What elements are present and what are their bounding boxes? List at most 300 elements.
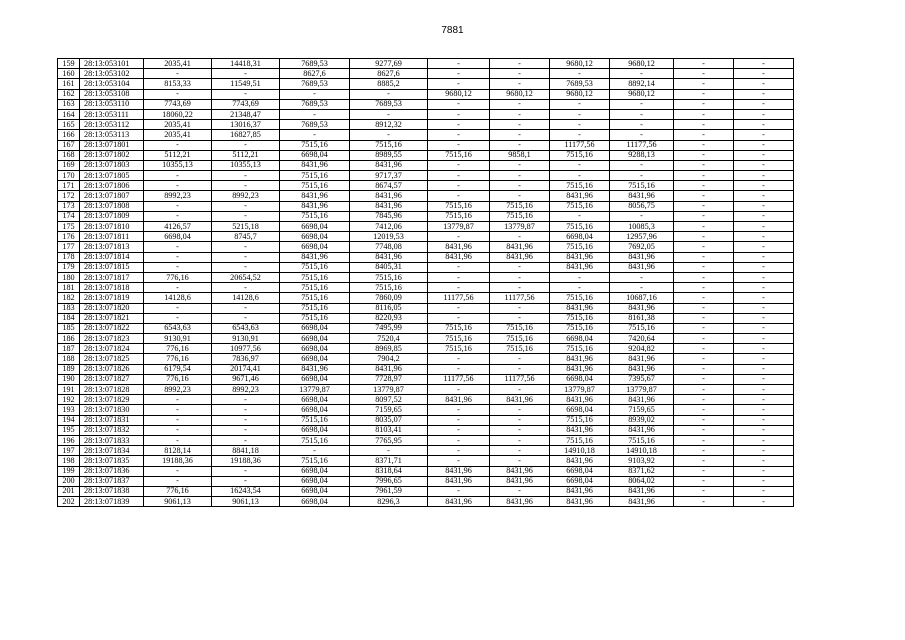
cadastral-code-cell: 28:13:053102 [80, 69, 144, 79]
value-cell: - [144, 415, 212, 425]
cadastral-code-cell: 28:13:071822 [80, 323, 144, 333]
value-cell: - [734, 497, 794, 507]
cadastral-code-cell: 28:13:053111 [80, 109, 144, 119]
value-cell: - [490, 456, 550, 466]
value-cell: - [674, 385, 734, 395]
value-cell: 7515,16 [280, 456, 350, 466]
value-cell: - [610, 171, 674, 181]
table-row [58, 191, 794, 201]
value-cell: - [610, 120, 674, 130]
value-cell: - [350, 89, 428, 99]
table-row [58, 374, 794, 384]
value-cell: 8431,96 [610, 486, 674, 496]
value-cell: 8431,96 [428, 252, 490, 262]
value-cell: - [734, 313, 794, 323]
value-cell: - [734, 89, 794, 99]
value-cell: 7515,16 [280, 293, 350, 303]
row-number-cell: 195 [58, 425, 80, 435]
row-number-cell: 182 [58, 293, 80, 303]
value-cell: 11177,56 [490, 293, 550, 303]
value-cell: - [734, 120, 794, 130]
value-cell: - [734, 160, 794, 170]
value-cell: 8431,96 [350, 191, 428, 201]
value-cell: - [490, 354, 550, 364]
value-cell: 19188,36 [212, 456, 280, 466]
value-cell: 16827,85 [212, 130, 280, 140]
row-number-cell: 178 [58, 252, 80, 262]
table-row [58, 395, 794, 405]
value-cell: 8431,96 [610, 364, 674, 374]
value-cell: 8431,96 [610, 395, 674, 405]
value-cell: - [734, 252, 794, 262]
value-cell: 9103,92 [610, 456, 674, 466]
value-cell: 8431,96 [490, 395, 550, 405]
value-cell: - [212, 435, 280, 445]
value-cell: 7689,53 [280, 99, 350, 109]
row-number-cell: 188 [58, 354, 80, 364]
value-cell: 7515,16 [610, 181, 674, 191]
value-cell: - [490, 59, 550, 69]
value-cell: - [550, 211, 610, 221]
value-cell: 9130,91 [144, 334, 212, 344]
value-cell: - [350, 130, 428, 140]
row-number-cell: 167 [58, 140, 80, 150]
value-cell: 7836,97 [212, 354, 280, 364]
cadastral-code-cell: 28:13:053113 [80, 130, 144, 140]
value-cell: 7748,08 [350, 242, 428, 252]
value-cell: - [734, 171, 794, 181]
cadastral-code-cell: 28:13:071825 [80, 354, 144, 364]
value-cell: 8431,96 [280, 364, 350, 374]
value-cell: - [674, 222, 734, 232]
value-cell: 8885,2 [350, 79, 428, 89]
value-cell: 7728,97 [350, 374, 428, 384]
value-cell: 7515,16 [550, 150, 610, 160]
value-cell: - [428, 486, 490, 496]
table-row [58, 262, 794, 272]
value-cell: - [350, 109, 428, 119]
table-row [58, 323, 794, 333]
value-cell: 9680,12 [550, 89, 610, 99]
value-cell: 7515,16 [490, 201, 550, 211]
value-cell: - [428, 364, 490, 374]
row-number-cell: 161 [58, 79, 80, 89]
value-cell: 7515,16 [428, 334, 490, 344]
value-cell: - [674, 130, 734, 140]
value-cell: - [674, 59, 734, 69]
value-cell: 7904,2 [350, 354, 428, 364]
value-cell: 9061,13 [144, 497, 212, 507]
cadastral-code-cell: 28:13:071814 [80, 252, 144, 262]
cadastral-code-cell: 28:13:071813 [80, 242, 144, 252]
value-cell: 13779,87 [350, 385, 428, 395]
value-cell: - [550, 69, 610, 79]
value-cell: - [212, 171, 280, 181]
value-cell: 16243,54 [212, 486, 280, 496]
value-cell: 7692,05 [610, 242, 674, 252]
value-cell: 8992,23 [212, 385, 280, 395]
cadastral-code-cell: 28:13:071810 [80, 222, 144, 232]
table-row [58, 59, 794, 69]
value-cell: - [144, 242, 212, 252]
value-cell: - [428, 69, 490, 79]
value-cell: 8431,96 [350, 201, 428, 211]
value-cell: 6698,04 [280, 232, 350, 242]
value-cell: - [674, 232, 734, 242]
value-cell: 21348,47 [212, 109, 280, 119]
value-cell: - [674, 293, 734, 303]
cadastral-code-cell: 28:13:053108 [80, 89, 144, 99]
value-cell: - [674, 395, 734, 405]
value-cell: 8431,96 [350, 364, 428, 374]
value-cell: 776,16 [144, 374, 212, 384]
cadastral-code-cell: 28:13:071802 [80, 150, 144, 160]
value-cell: - [674, 303, 734, 313]
value-cell: 6698,04 [280, 486, 350, 496]
row-number-cell: 173 [58, 201, 80, 211]
value-cell: - [428, 456, 490, 466]
row-number-cell: 168 [58, 150, 80, 160]
value-cell: - [428, 181, 490, 191]
value-cell: - [610, 272, 674, 282]
value-cell: - [144, 313, 212, 323]
value-cell: 19188,36 [144, 456, 212, 466]
table-row [58, 354, 794, 364]
value-cell: - [610, 69, 674, 79]
value-cell: - [428, 232, 490, 242]
value-cell: - [734, 201, 794, 211]
value-cell: 7515,16 [428, 323, 490, 333]
value-cell: 7515,16 [280, 303, 350, 313]
value-cell: - [734, 69, 794, 79]
value-cell: 10977,56 [212, 344, 280, 354]
table-row [58, 385, 794, 395]
cadastral-code-cell: 28:13:071811 [80, 232, 144, 242]
value-cell: 8431,96 [490, 466, 550, 476]
value-cell: - [280, 89, 350, 99]
value-cell: 7515,16 [428, 150, 490, 160]
cadastral-code-cell: 28:13:071803 [80, 160, 144, 170]
value-cell: - [674, 323, 734, 333]
row-number-cell: 162 [58, 89, 80, 99]
row-number-cell: 177 [58, 242, 80, 252]
value-cell: 7689,53 [350, 99, 428, 109]
value-cell: 7412,06 [350, 222, 428, 232]
cadastral-code-cell: 28:13:071824 [80, 344, 144, 354]
value-cell: 7495,99 [350, 323, 428, 333]
table-row [58, 99, 794, 109]
value-cell: 13779,87 [428, 222, 490, 232]
value-cell: 8103,41 [350, 425, 428, 435]
value-cell: - [734, 79, 794, 89]
cadastral-code-cell: 28:13:071828 [80, 385, 144, 395]
row-number-cell: 186 [58, 334, 80, 344]
value-cell: 8431,96 [490, 252, 550, 262]
table-row [58, 466, 794, 476]
value-cell: - [212, 181, 280, 191]
value-cell: 4126,57 [144, 222, 212, 232]
value-cell: - [428, 120, 490, 130]
value-cell: 7515,16 [350, 283, 428, 293]
value-cell: - [490, 415, 550, 425]
value-cell: - [280, 446, 350, 456]
value-cell: - [610, 211, 674, 221]
value-cell: - [490, 109, 550, 119]
value-cell: - [212, 242, 280, 252]
value-cell: - [144, 181, 212, 191]
value-cell: - [428, 99, 490, 109]
table-row [58, 130, 794, 140]
value-cell: 7689,53 [280, 120, 350, 130]
cadastral-code-cell: 28:13:071826 [80, 364, 144, 374]
value-cell: 8128,14 [144, 446, 212, 456]
value-cell: 7996,65 [350, 476, 428, 486]
cadastral-code-cell: 28:13:071808 [80, 201, 144, 211]
row-number-cell: 160 [58, 69, 80, 79]
value-cell: - [674, 160, 734, 170]
value-cell: 20174,41 [212, 364, 280, 374]
value-cell: 8431,96 [350, 160, 428, 170]
value-cell: - [428, 160, 490, 170]
cadastral-code-cell: 28:13:071839 [80, 497, 144, 507]
value-cell: 7520,4 [350, 334, 428, 344]
table-row [58, 272, 794, 282]
value-cell: 11177,56 [428, 374, 490, 384]
cadastral-code-cell: 28:13:071830 [80, 405, 144, 415]
value-cell: 6698,04 [280, 374, 350, 384]
row-number-cell: 184 [58, 313, 80, 323]
cadastral-code-cell: 28:13:071817 [80, 272, 144, 282]
value-cell: - [734, 364, 794, 374]
table-row [58, 242, 794, 252]
row-number-cell: 171 [58, 181, 80, 191]
value-cell: 7515,16 [280, 435, 350, 445]
value-cell: - [734, 109, 794, 119]
value-cell: - [490, 181, 550, 191]
value-cell: 9277,69 [350, 59, 428, 69]
value-cell: - [144, 89, 212, 99]
value-cell: - [428, 59, 490, 69]
table-row [58, 79, 794, 89]
value-cell: 18060,22 [144, 109, 212, 119]
value-cell: - [212, 140, 280, 150]
value-cell: - [490, 385, 550, 395]
value-cell: 9680,12 [610, 59, 674, 69]
value-cell: - [674, 354, 734, 364]
row-number-cell: 192 [58, 395, 80, 405]
value-cell: 8431,96 [550, 252, 610, 262]
value-cell: - [212, 201, 280, 211]
row-number-cell: 175 [58, 222, 80, 232]
value-cell: 13016,37 [212, 120, 280, 130]
value-cell: 7515,16 [490, 211, 550, 221]
value-cell: 6179,54 [144, 364, 212, 374]
value-cell: 8431,96 [550, 303, 610, 313]
value-cell: - [428, 385, 490, 395]
table-row [58, 283, 794, 293]
value-cell: - [144, 283, 212, 293]
value-cell: - [212, 415, 280, 425]
value-cell: 8405,31 [350, 262, 428, 272]
value-cell: 8992,23 [212, 191, 280, 201]
value-cell: - [490, 486, 550, 496]
value-cell: - [428, 435, 490, 445]
value-cell: - [674, 150, 734, 160]
value-cell: - [674, 374, 734, 384]
table-row [58, 456, 794, 466]
value-cell: 6698,04 [280, 222, 350, 232]
value-cell: 7515,16 [490, 323, 550, 333]
value-cell: - [734, 232, 794, 242]
value-cell: - [212, 425, 280, 435]
cadastral-code-cell: 28:13:053110 [80, 99, 144, 109]
table-row [58, 344, 794, 354]
cadastral-code-cell: 28:13:053101 [80, 59, 144, 69]
value-cell: 6698,04 [280, 323, 350, 333]
value-cell: - [674, 435, 734, 445]
value-cell: 11177,56 [610, 140, 674, 150]
value-cell: 8431,96 [280, 201, 350, 211]
value-cell: 6698,04 [280, 476, 350, 486]
value-cell: - [144, 395, 212, 405]
row-number-cell: 194 [58, 415, 80, 425]
value-cell: 8431,96 [610, 354, 674, 364]
value-cell: 7515,16 [428, 201, 490, 211]
value-cell: - [428, 415, 490, 425]
value-cell: 8992,23 [144, 191, 212, 201]
value-cell: - [734, 303, 794, 313]
value-cell: - [428, 425, 490, 435]
cadastral-code-cell: 28:13:071834 [80, 446, 144, 456]
value-cell: - [674, 272, 734, 282]
value-cell: 5215,18 [212, 222, 280, 232]
value-cell: - [144, 303, 212, 313]
value-cell: 7689,53 [550, 79, 610, 89]
value-cell: 7961,59 [350, 486, 428, 496]
value-cell: - [550, 109, 610, 119]
value-cell: 7743,69 [144, 99, 212, 109]
value-cell: 6698,04 [280, 497, 350, 507]
row-number-cell: 181 [58, 283, 80, 293]
value-cell: 8912,32 [350, 120, 428, 130]
value-cell: - [674, 242, 734, 252]
row-number-cell: 191 [58, 385, 80, 395]
row-number-cell: 172 [58, 191, 80, 201]
cadastral-code-cell: 28:13:071827 [80, 374, 144, 384]
table-row [58, 181, 794, 191]
value-cell: - [212, 69, 280, 79]
value-cell: 8431,96 [610, 303, 674, 313]
value-cell: 8431,96 [550, 456, 610, 466]
value-cell: 8371,62 [610, 466, 674, 476]
value-cell: 8431,96 [490, 497, 550, 507]
value-cell: 13779,87 [550, 385, 610, 395]
value-cell: - [674, 313, 734, 323]
value-cell: 5112,21 [212, 150, 280, 160]
value-cell: 8431,96 [610, 191, 674, 201]
value-cell: - [674, 201, 734, 211]
value-cell: - [490, 425, 550, 435]
value-cell: 10355,13 [144, 160, 212, 170]
value-cell: 8035,07 [350, 415, 428, 425]
value-cell: 6698,04 [280, 395, 350, 405]
value-cell: 6698,04 [550, 374, 610, 384]
value-cell: 10355,13 [212, 160, 280, 170]
value-cell: 11549,51 [212, 79, 280, 89]
value-cell: - [212, 466, 280, 476]
value-cell: 7845,96 [350, 211, 428, 221]
value-cell: 9680,12 [610, 89, 674, 99]
value-cell: - [734, 435, 794, 445]
value-cell: 8431,96 [280, 252, 350, 262]
value-cell: - [674, 364, 734, 374]
value-cell: 6698,04 [550, 405, 610, 415]
row-number-cell: 164 [58, 109, 80, 119]
value-cell: 9288,13 [610, 150, 674, 160]
value-cell: - [490, 191, 550, 201]
value-cell: 8431,96 [550, 354, 610, 364]
value-cell: 7159,65 [610, 405, 674, 415]
value-cell: 9061,13 [212, 497, 280, 507]
value-cell: - [550, 160, 610, 170]
value-cell: 8371,71 [350, 456, 428, 466]
value-cell: - [610, 99, 674, 109]
value-cell: - [734, 283, 794, 293]
value-cell: 8431,96 [550, 497, 610, 507]
value-cell: 8989,55 [350, 150, 428, 160]
value-cell: 8097,52 [350, 395, 428, 405]
cadastral-code-cell: 28:13:071807 [80, 191, 144, 201]
value-cell: 9858,1 [490, 150, 550, 160]
value-cell: 7515,16 [280, 181, 350, 191]
row-number-cell: 170 [58, 171, 80, 181]
value-cell: - [212, 476, 280, 486]
value-cell: - [674, 89, 734, 99]
row-number-cell: 185 [58, 323, 80, 333]
value-cell: - [674, 405, 734, 415]
value-cell: - [674, 140, 734, 150]
value-cell: 776,16 [144, 486, 212, 496]
value-cell: 13779,87 [490, 222, 550, 232]
cadastral-code-cell: 28:13:071832 [80, 425, 144, 435]
value-cell: 6698,04 [280, 150, 350, 160]
value-cell: - [674, 334, 734, 344]
value-cell: - [490, 130, 550, 140]
value-cell: - [490, 140, 550, 150]
value-cell: 7515,16 [610, 323, 674, 333]
value-cell: 9671,46 [212, 374, 280, 384]
value-cell: 14418,31 [212, 59, 280, 69]
table-row [58, 435, 794, 445]
value-cell: - [734, 59, 794, 69]
value-cell: 7515,16 [610, 435, 674, 445]
value-cell: 7515,16 [550, 313, 610, 323]
value-cell: - [490, 232, 550, 242]
value-cell: 7515,16 [550, 415, 610, 425]
value-cell: - [212, 262, 280, 272]
value-cell: - [674, 120, 734, 130]
value-cell: 11177,56 [550, 140, 610, 150]
value-cell: 6698,04 [280, 466, 350, 476]
value-cell: - [428, 130, 490, 140]
value-cell: 14128,6 [212, 293, 280, 303]
value-cell: - [428, 191, 490, 201]
table-row [58, 497, 794, 507]
value-cell: 6698,04 [280, 334, 350, 344]
value-cell: - [212, 395, 280, 405]
value-cell: - [674, 425, 734, 435]
value-cell: - [734, 191, 794, 201]
